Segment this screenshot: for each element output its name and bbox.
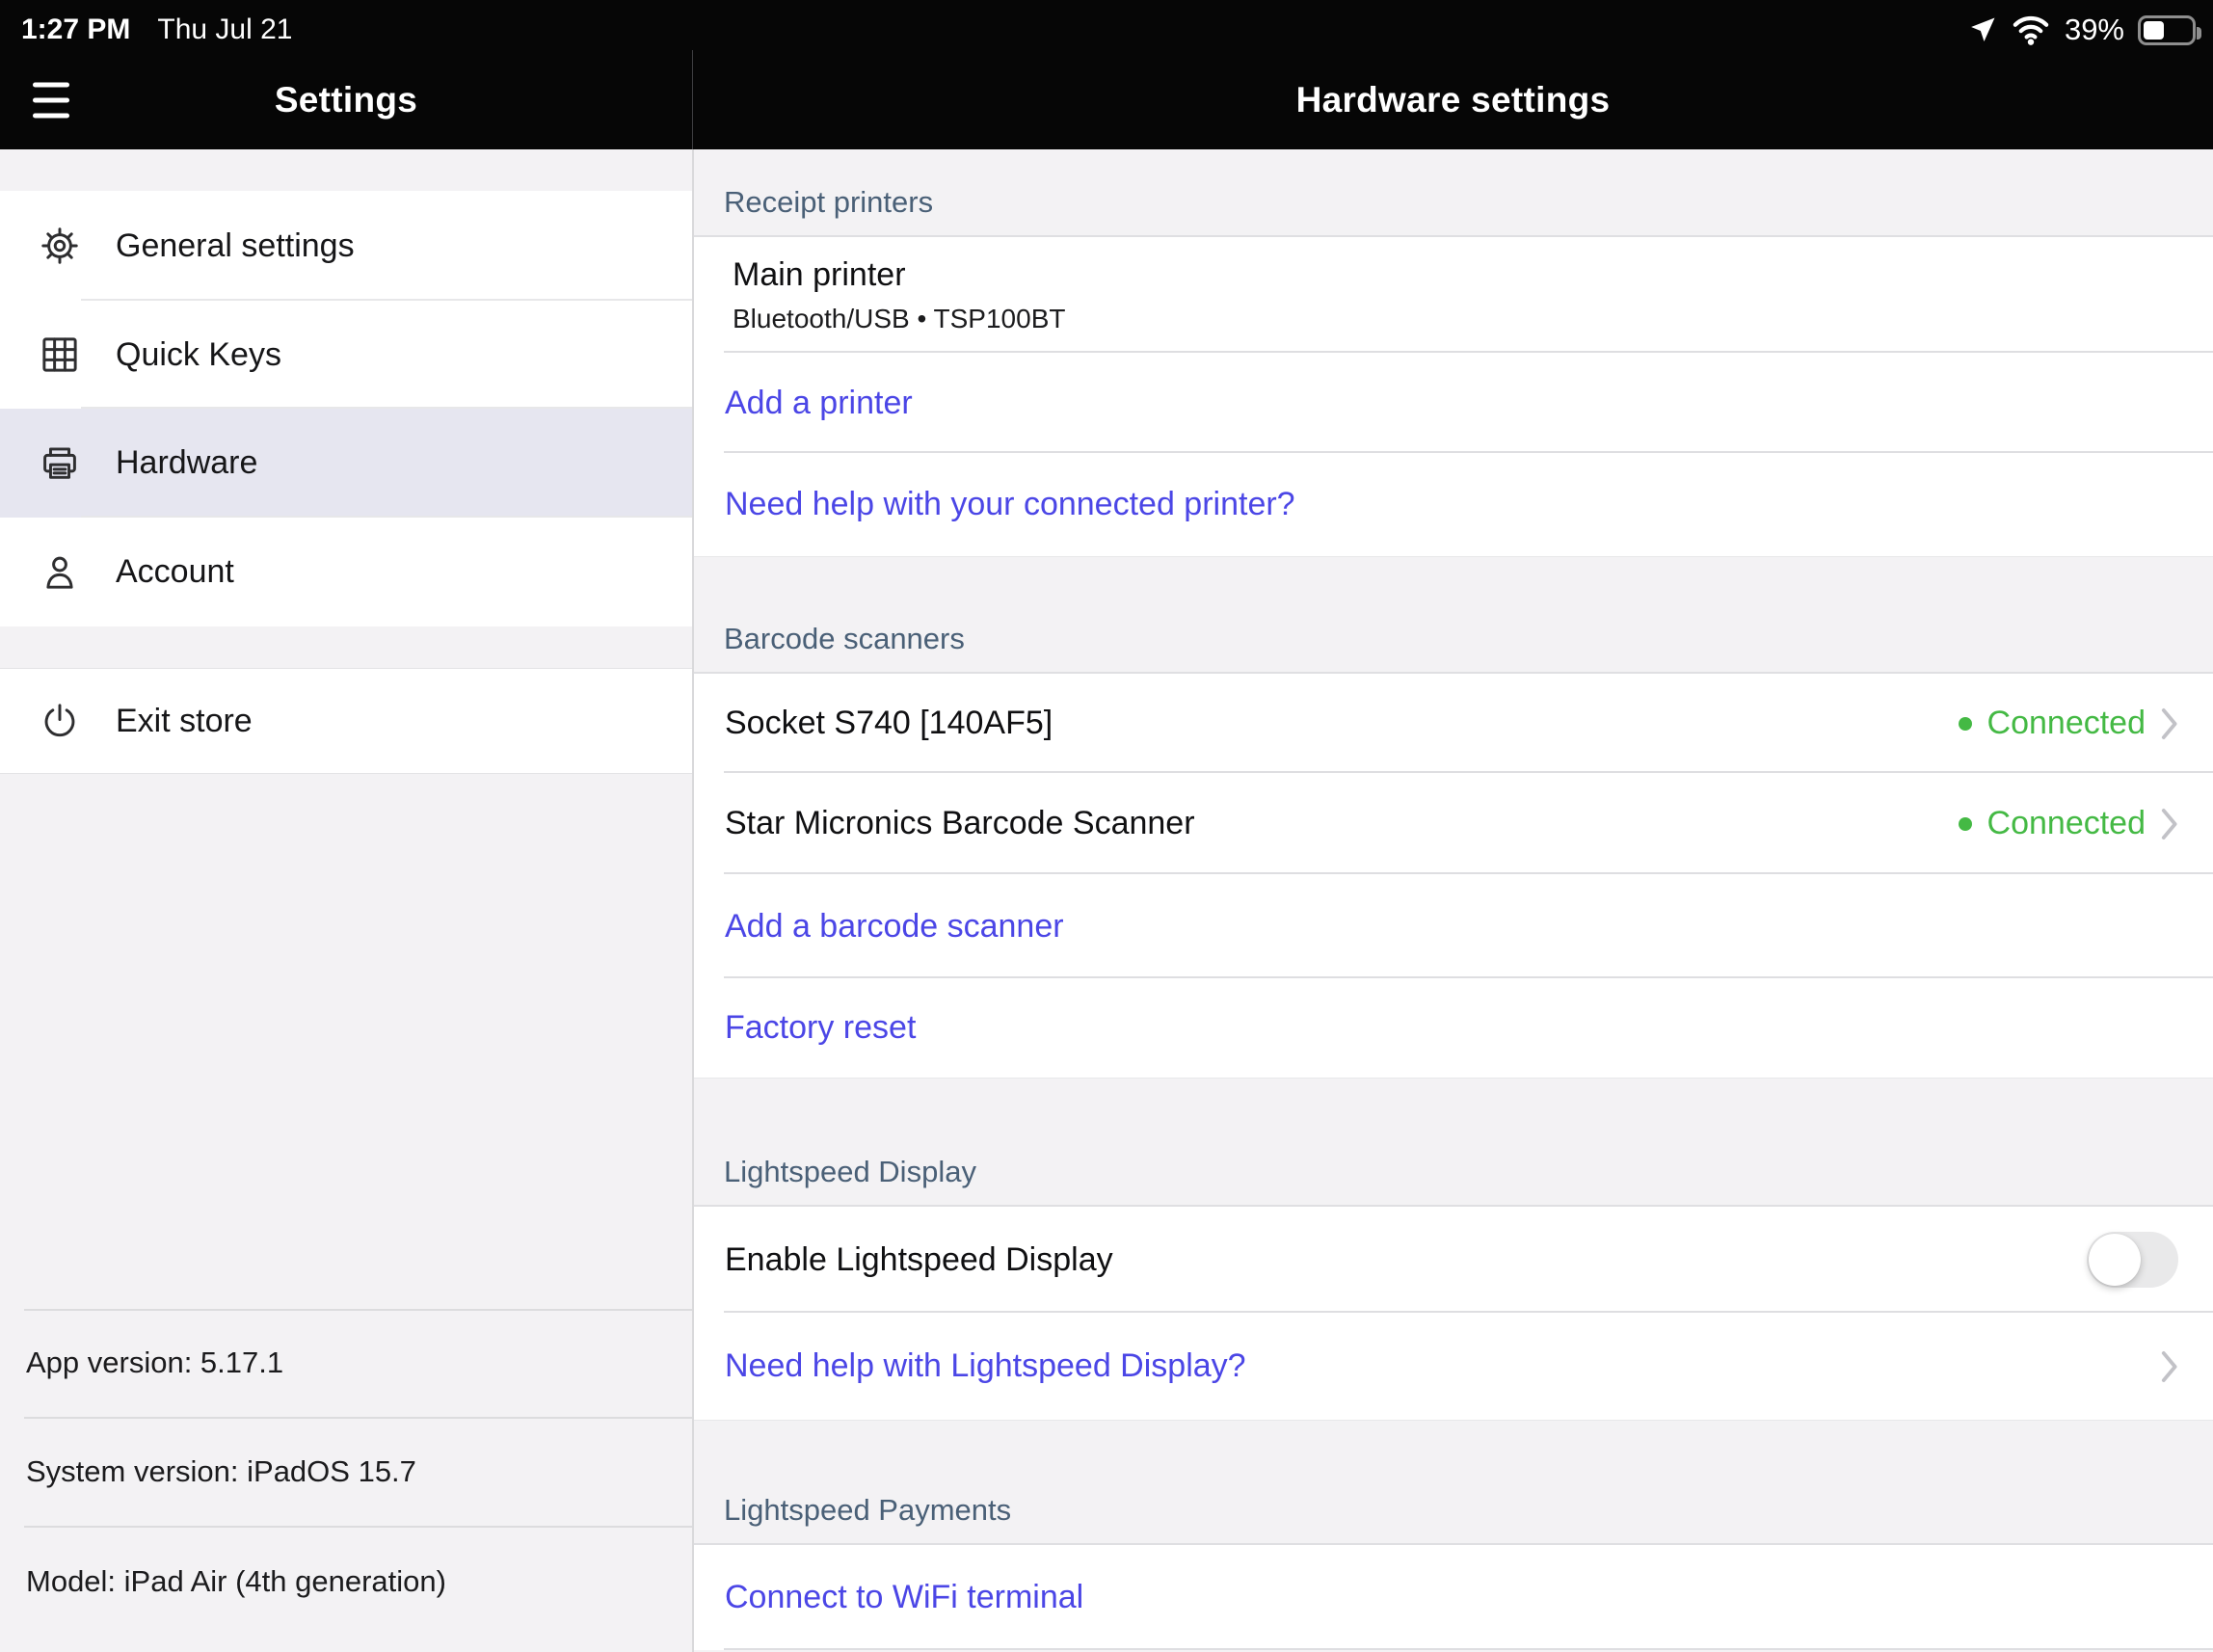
- connected-dot-icon: [1959, 817, 1972, 831]
- chevron-right-icon: [2161, 707, 2178, 740]
- menu-hamburger-button[interactable]: [29, 78, 73, 121]
- printer-row-main-printer[interactable]: [694, 237, 2213, 353]
- sidebar-title: Settings: [274, 79, 418, 120]
- scanner-name: Socket S740 [140AF5]: [725, 705, 1053, 741]
- printer-name: Main printer: [733, 255, 906, 293]
- chevron-right-icon: [2161, 808, 2178, 840]
- toggle-label: Enable Lightspeed Display: [725, 1240, 1113, 1278]
- battery-fill: [2144, 21, 2164, 40]
- exit-store-label: Exit store: [116, 702, 253, 739]
- settings-sidebar: [0, 149, 694, 1652]
- top-bar: [0, 0, 2213, 149]
- sidebar-item-hardware[interactable]: [0, 409, 692, 518]
- enable-lightspeed-display-toggle[interactable]: [2087, 1232, 2178, 1288]
- hardware-settings-content: [694, 149, 2213, 1652]
- connect-wifi-terminal-link[interactable]: Connect to WiFi terminal: [694, 1545, 2213, 1650]
- printer-detail: Bluetooth/USB • TSP100BT: [733, 303, 1066, 333]
- lightspeed-display-help-link[interactable]: Need help with Lightspeed Display?: [694, 1313, 2213, 1420]
- grid-icon: [39, 333, 81, 376]
- power-icon: [39, 700, 81, 742]
- printer-help-link[interactable]: Need help with your connected printer?: [725, 486, 1295, 522]
- battery-percent: 39%: [2064, 13, 2124, 46]
- device-model: Model: iPad Air (4th generation): [0, 1526, 692, 1652]
- status-bar: [0, 0, 2213, 50]
- add-barcode-scanner-link[interactable]: Add a barcode scanner: [694, 874, 2213, 978]
- app-version: App version: 5.17.1: [0, 1309, 692, 1417]
- status-date: Thu Jul 21: [157, 13, 293, 45]
- gear-icon: [39, 225, 81, 267]
- page-title: Hardware settings: [1295, 79, 1611, 120]
- add-printer-link[interactable]: Add a printer: [694, 353, 2213, 453]
- sidebar-item-general-settings[interactable]: [0, 191, 692, 301]
- status-time: 1:27 PM: [21, 13, 131, 45]
- connected-dot-icon: [1959, 717, 1972, 731]
- sidebar-item-account[interactable]: [0, 518, 692, 626]
- section-barcode-scanners-header: Barcode scanners: [694, 556, 2213, 674]
- scanner-row-socket-s740[interactable]: [694, 674, 2213, 773]
- wifi-icon: [2011, 14, 2051, 45]
- person-icon: [39, 551, 81, 594]
- location-arrow-icon: [1968, 15, 1997, 44]
- exit-store-button[interactable]: [0, 668, 692, 774]
- status-badge: Connected: [1986, 705, 2146, 741]
- scanner-name: Star Micronics Barcode Scanner: [725, 805, 1195, 841]
- sidebar-item-label: Account: [116, 553, 234, 590]
- scanner-row-star-micronics[interactable]: [694, 773, 2213, 874]
- chevron-right-icon: [2161, 1350, 2178, 1383]
- section-receipt-printers-header: Receipt printers: [694, 149, 2213, 237]
- sidebar-item-label: General settings: [116, 226, 355, 264]
- settings-menu: [0, 191, 692, 626]
- sidebar-item-label: Quick Keys: [116, 335, 281, 373]
- printer-icon: [39, 442, 81, 485]
- nav-header: [0, 50, 2213, 149]
- factory-reset-link[interactable]: Factory reset: [725, 1009, 917, 1046]
- section-lightspeed-display-header: Lightspeed Display: [694, 1078, 2213, 1207]
- status-badge: Connected: [1986, 805, 2146, 841]
- sidebar-item-label: Hardware: [116, 444, 258, 481]
- section-lightspeed-payments-header: Lightspeed Payments: [694, 1420, 2213, 1545]
- enable-lightspeed-display-row: [694, 1207, 2213, 1313]
- battery-icon: [2138, 15, 2196, 45]
- sidebar-item-quick-keys[interactable]: [0, 301, 692, 409]
- system-version: System version: iPadOS 15.7: [0, 1417, 692, 1526]
- device-info: [0, 1309, 692, 1652]
